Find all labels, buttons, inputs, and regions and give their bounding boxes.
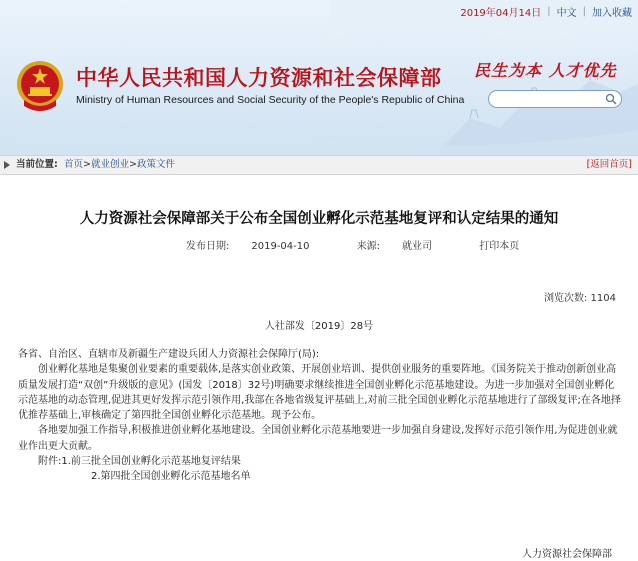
- back-home-link[interactable]: [返回首页]: [586, 159, 632, 170]
- publish-date: 发布日期: 2019-04-10: [186, 241, 310, 252]
- attachment-2-link[interactable]: 2.第四批全国创业孵化示范基地名单: [91, 471, 251, 483]
- article-body: [18, 347, 622, 485]
- national-emblem-icon: [14, 56, 66, 116]
- paragraph-2: 各地要加强工作指导,积极推进创业孵化基地建设。全国创业孵化示范基地要进一步加强自身建设,发挥好示范引领作用,为促进创业就业作出更大贡献。: [18, 425, 618, 452]
- location-arrow-icon: [4, 161, 10, 169]
- print-page-link[interactable]: 打印本页: [479, 241, 520, 252]
- add-favorite-link[interactable]: 加入收藏: [592, 8, 632, 19]
- attachment-1-link[interactable]: 附件:1.前三批全国创业孵化示范基地复评结果: [38, 456, 241, 468]
- paragraph-1: 创业孵化基地是集聚创业要素的重要载体,是落实创业政策、开展创业培训、提供创业服务的重要阵地。《国务院关于推动创新创业高质量发展打造“双创”升级版的意见》(国发〔2018〕32号)明确要求继续推进全国创业孵化示范基地建设。为进一步加强对全国创业孵化示范基地的动态管理,促进其更好发挥示范引领作用,我部在各地省级复评基础上,对前三批全国创业孵化示范基地进行了部级复评;在各地择优推荐基础上,审核确定了第四批全国创业孵化示范基地。现予公布。: [18, 364, 621, 422]
- article-meta: [186, 237, 541, 252]
- article-source: 来源: 就业司: [356, 241, 433, 252]
- breadcrumb-section-link[interactable]: 就业创业: [90, 159, 129, 170]
- breadcrumb: [0, 155, 638, 175]
- site-title-chinese: 中华人民共和国人力资源和社会保障部: [76, 65, 442, 90]
- current-date: 2019年04月14日: [460, 8, 542, 19]
- site-slogan: 民生为本 人才优先: [474, 61, 617, 80]
- article-title: 人力资源社会保障部关于公布全国创业孵化示范基地复评和认定结果的通知: [79, 211, 559, 227]
- document-number: 人社部发〔2019〕28号: [264, 321, 374, 332]
- search-input[interactable]: [488, 90, 622, 108]
- top-utility-bar: 2019年04月14日 | 中文 | 加入收藏: [460, 6, 632, 19]
- search-icon[interactable]: [605, 93, 617, 105]
- site-title-english: Ministry of Human Resources and Social Security of the People's Republic of China: [76, 94, 465, 106]
- breadcrumb-home-link[interactable]: 首页: [64, 159, 84, 170]
- site-header: [0, 0, 638, 155]
- breadcrumb-path: 首页>就业创业>政策文件: [64, 159, 175, 170]
- salutation: 各省、自治区、直辖市及新疆生产建设兵团人力资源社会保障厅(局):: [18, 349, 320, 360]
- language-link[interactable]: 中文: [556, 8, 577, 19]
- view-count: 浏览次数: 1104: [543, 293, 616, 304]
- signature: 人力资源社会保障部: [522, 549, 612, 560]
- breadcrumb-current-link[interactable]: 政策文件: [136, 159, 175, 170]
- breadcrumb-label: 当前位置:: [16, 159, 58, 170]
